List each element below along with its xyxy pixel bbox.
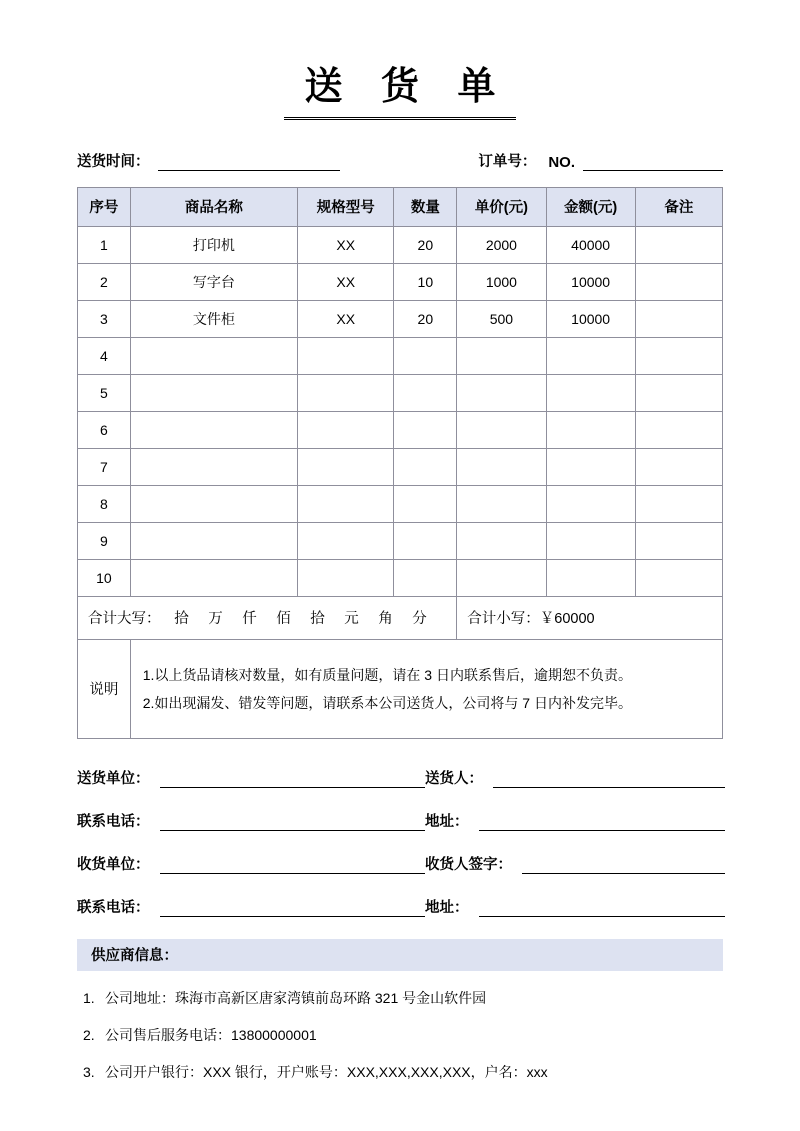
table-row[interactable]	[78, 485, 723, 522]
cell-product[interactable]	[130, 374, 297, 411]
cell-product[interactable]: 写字台	[130, 263, 297, 300]
signature-row	[77, 767, 723, 788]
receiver-phone-label: 联系电话：	[77, 899, 150, 916]
cell-qty[interactable]	[394, 448, 457, 485]
delivery-time-input[interactable]	[158, 156, 340, 171]
cell-remark[interactable]	[635, 226, 722, 263]
totals-row	[78, 596, 723, 639]
cell-spec[interactable]	[298, 559, 394, 596]
cell-qty[interactable]	[394, 411, 457, 448]
cell-index: 6	[78, 411, 131, 448]
cell-product[interactable]	[130, 522, 297, 559]
table-row[interactable]	[78, 226, 723, 263]
receiver-phone-group	[77, 896, 425, 917]
total-in-figures-value: ￥60000	[539, 611, 595, 628]
cell-spec[interactable]	[298, 411, 394, 448]
header-remark: 备注	[635, 187, 722, 226]
cell-amount[interactable]	[546, 337, 635, 374]
cell-spec[interactable]	[298, 337, 394, 374]
receiver-address-input[interactable]	[479, 902, 726, 917]
supplier-item-number: 3.	[83, 1063, 95, 1080]
list-item	[77, 1062, 723, 1082]
cell-remark[interactable]	[635, 263, 722, 300]
unit-shi: 拾	[310, 611, 325, 628]
cell-remark[interactable]	[635, 522, 722, 559]
order-number-group	[478, 150, 723, 171]
cell-remark[interactable]	[635, 485, 722, 522]
table-header-row	[78, 187, 723, 226]
cell-index: 8	[78, 485, 131, 522]
cell-remark[interactable]	[635, 337, 722, 374]
unit-wan: 万	[208, 611, 223, 628]
supplier-item-text: 公司售后服务电话：13800000001	[105, 1026, 317, 1043]
supplier-item-text: 公司地址：珠海市高新区唐家湾镇前岛环路 321 号金山软件园	[105, 989, 487, 1006]
cell-remark[interactable]	[635, 411, 722, 448]
unit-yuan: 元	[344, 611, 359, 628]
order-number-input[interactable]	[583, 156, 723, 171]
cell-spec[interactable]	[298, 374, 394, 411]
cell-index: 9	[78, 522, 131, 559]
cell-remark[interactable]	[635, 559, 722, 596]
cell-amount[interactable]	[546, 411, 635, 448]
sender-address-label: 地址：	[425, 813, 469, 830]
cell-remark[interactable]	[635, 300, 722, 337]
sender-address-group	[425, 810, 725, 831]
receiver-company-group	[77, 853, 425, 874]
cell-qty[interactable]: 10	[394, 263, 457, 300]
cell-spec[interactable]: XX	[298, 300, 394, 337]
page-title: 送 货 单	[284, 66, 515, 120]
cell-qty[interactable]	[394, 559, 457, 596]
unit-bai: 佰	[276, 611, 291, 628]
cell-price[interactable]	[457, 374, 546, 411]
cell-amount[interactable]: 40000	[546, 226, 635, 263]
cell-index: 3	[78, 300, 131, 337]
title-container	[77, 0, 723, 120]
receiver-phone-input[interactable]	[160, 902, 426, 917]
header-spec: 规格型号	[298, 187, 394, 226]
receiver-company-input[interactable]	[160, 859, 426, 874]
cell-product[interactable]: 文件柜	[130, 300, 297, 337]
receiver-company-label: 收货单位：	[77, 856, 150, 873]
cell-index: 5	[78, 374, 131, 411]
goods-table-body	[78, 226, 723, 738]
cell-product[interactable]	[130, 411, 297, 448]
deliverer-group	[425, 767, 725, 788]
cell-qty[interactable]	[394, 485, 457, 522]
cell-index: 1	[78, 226, 131, 263]
notes-row	[78, 639, 723, 738]
sender-phone-label: 联系电话：	[77, 813, 150, 830]
goods-table-head	[78, 187, 723, 226]
cell-index: 10	[78, 559, 131, 596]
cell-price[interactable]: 1000	[457, 263, 546, 300]
delivery-company-input[interactable]	[160, 773, 426, 788]
supplier-info-list	[77, 988, 723, 1082]
cell-price[interactable]	[457, 485, 546, 522]
receiver-signature-group	[425, 853, 725, 874]
table-row[interactable]	[78, 522, 723, 559]
sender-phone-input[interactable]	[160, 816, 426, 831]
cell-spec[interactable]: XX	[298, 263, 394, 300]
unit-qian: 仟	[242, 611, 257, 628]
header-product: 商品名称	[130, 187, 297, 226]
cell-index: 2	[78, 263, 131, 300]
cell-qty[interactable]	[394, 337, 457, 374]
deliverer-input[interactable]	[493, 773, 725, 788]
cell-price[interactable]: 500	[457, 300, 546, 337]
note-line-2: 2.如出现漏发、错发等问题，请联系本公司送货人，公司将与 7 日内补发完毕。	[142, 694, 632, 711]
delivery-time-group	[77, 150, 340, 171]
header-index: 序号	[78, 187, 131, 226]
total-in-words-label: 合计大写：	[88, 611, 161, 628]
cell-index: 7	[78, 448, 131, 485]
deliverer-label: 送货人：	[425, 770, 483, 787]
sender-address-input[interactable]	[479, 816, 726, 831]
order-label: 订单号：	[478, 153, 537, 170]
cell-spec[interactable]: XX	[298, 226, 394, 263]
table-row[interactable]	[78, 559, 723, 596]
order-no-prefix: NO.	[548, 153, 575, 171]
cell-qty[interactable]: 20	[394, 300, 457, 337]
cell-spec[interactable]	[298, 485, 394, 522]
cell-product[interactable]	[130, 337, 297, 374]
cell-amount[interactable]	[546, 559, 635, 596]
cell-product[interactable]	[130, 485, 297, 522]
signature-block	[77, 767, 723, 917]
cell-qty[interactable]	[394, 374, 457, 411]
notes-body	[130, 639, 722, 738]
total-in-words-cell[interactable]	[78, 596, 457, 639]
cell-amount[interactable]: 10000	[546, 300, 635, 337]
cell-remark[interactable]	[635, 374, 722, 411]
signature-row	[77, 853, 723, 874]
table-row[interactable]	[78, 263, 723, 300]
receiver-signature-input[interactable]	[522, 859, 725, 874]
receiver-address-group	[425, 896, 725, 917]
cell-amount[interactable]	[546, 374, 635, 411]
supplier-item-number: 2.	[83, 1026, 95, 1043]
header-amount: 金额(元)	[546, 187, 635, 226]
notes-label: 说明	[78, 639, 131, 738]
cell-price[interactable]	[457, 448, 546, 485]
cell-product[interactable]	[130, 448, 297, 485]
cell-product[interactable]: 打印机	[130, 226, 297, 263]
receiver-address-label: 地址：	[425, 899, 469, 916]
cell-price[interactable]: 2000	[457, 226, 546, 263]
cell-amount[interactable]	[546, 485, 635, 522]
total-in-figures-cell[interactable]	[457, 596, 723, 639]
cell-qty[interactable]	[394, 522, 457, 559]
cell-index: 4	[78, 337, 131, 374]
table-row[interactable]	[78, 411, 723, 448]
cell-spec[interactable]	[298, 448, 394, 485]
cell-product[interactable]	[130, 559, 297, 596]
cell-price[interactable]	[457, 411, 546, 448]
list-item	[77, 988, 723, 1008]
cell-amount[interactable]	[546, 522, 635, 559]
supplier-item-text: 公司开户银行：XXX 银行，开户账号：XXX,XXX,XXX,XXX，户名：xxx	[105, 1063, 548, 1080]
note-line-1: 1.以上货品请核对数量，如有质量问题，请在 3 日内联系售后，逾期恕不负责。	[142, 666, 632, 683]
unit-shi-wan: 拾	[174, 611, 189, 628]
list-item	[77, 1025, 723, 1045]
cell-qty[interactable]: 20	[394, 226, 457, 263]
signature-row	[77, 896, 723, 917]
goods-table	[77, 187, 723, 739]
supplier-item-number: 1.	[83, 989, 95, 1006]
header-price: 单价(元)	[457, 187, 546, 226]
table-row[interactable]	[78, 300, 723, 337]
total-in-words-units	[165, 611, 437, 627]
cell-amount[interactable]	[546, 448, 635, 485]
meta-row	[77, 150, 723, 171]
unit-jiao: 角	[378, 611, 393, 628]
cell-price[interactable]	[457, 522, 546, 559]
delivery-time-label: 送货时间：	[77, 153, 150, 170]
sender-phone-group	[77, 810, 425, 831]
unit-fen: 分	[412, 611, 427, 628]
cell-remark[interactable]	[635, 448, 722, 485]
supplier-info-heading	[77, 939, 723, 971]
delivery-company-label: 送货单位：	[77, 770, 150, 787]
delivery-company-group	[77, 767, 425, 788]
table-row[interactable]	[78, 448, 723, 485]
table-row[interactable]	[78, 374, 723, 411]
receiver-signature-label: 收货人签字：	[425, 856, 512, 873]
signature-row	[77, 810, 723, 831]
header-qty: 数量	[394, 187, 457, 226]
cell-amount[interactable]: 10000	[546, 263, 635, 300]
table-row[interactable]	[78, 337, 723, 374]
cell-spec[interactable]	[298, 522, 394, 559]
cell-price[interactable]	[457, 559, 546, 596]
supplier-info-heading-text: 供应商信息：	[91, 948, 178, 965]
cell-price[interactable]	[457, 337, 546, 374]
total-in-figures-label: 合计小写：	[467, 611, 540, 628]
